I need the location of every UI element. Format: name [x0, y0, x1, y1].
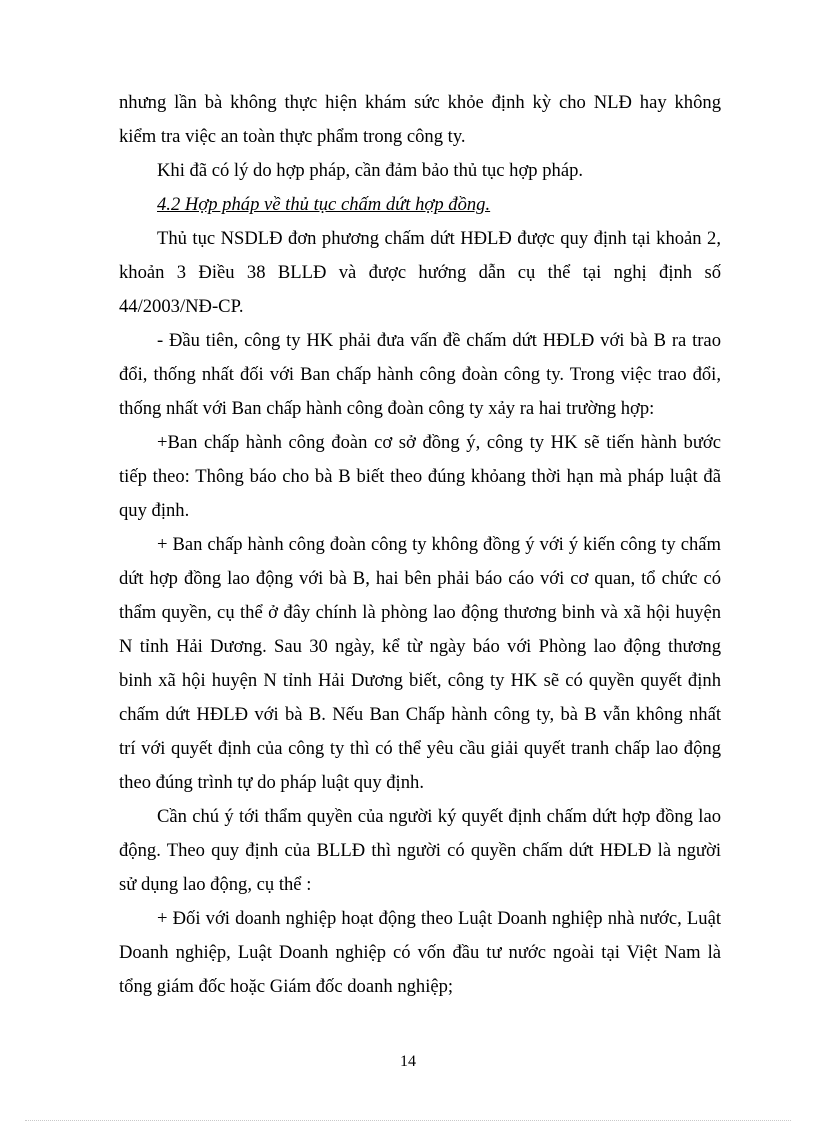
text-line — [119, 358, 721, 392]
body-text — [119, 86, 721, 1004]
text-line — [119, 698, 721, 732]
text-line-content: trí với quyết định của công ty thì có thể yêu cầu giải quyết tranh chấp lao động — [119, 738, 721, 759]
text-line-content: + Đối với doanh nghiệp hoạt động theo Luật Doanh nghiệp nhà nước, Luật — [157, 908, 721, 929]
text-line — [119, 494, 721, 528]
section-heading-text: 4.2 Hợp pháp về thủ tục chấm dứt hợp đồng. — [157, 194, 491, 215]
text-line-content: động. Theo quy định của BLLĐ thì người có quyền chấm dứt HĐLĐ là người — [119, 840, 721, 861]
text-line — [119, 664, 721, 698]
text-line — [119, 630, 721, 664]
text-line — [119, 596, 721, 630]
text-line — [119, 256, 721, 290]
text-line-content: tiếp theo: Thông báo cho bà B biết theo đúng khỏang thời hạn mà pháp luật đã — [119, 466, 721, 487]
text-line — [119, 902, 721, 936]
text-line-content: Thủ tục NSDLĐ đơn phương chấm dứt HĐLĐ được quy định tại khoản 2, — [157, 228, 721, 249]
text-line-content: chấm dứt HĐLĐ với bà B. Nếu Ban Chấp hành công ty, bà B vẫn không nhất — [119, 704, 721, 725]
text-line-content: - Đầu tiên, công ty HK phải đưa vấn đề chấm dứt HĐLĐ với bà B ra trao — [157, 330, 721, 351]
text-line-content: Khi đã có lý do hợp pháp, cần đảm bảo thủ tục hợp pháp. — [157, 160, 584, 181]
text-line-content: kiểm tra việc an toàn thực phẩm trong công ty. — [119, 126, 466, 147]
text-line — [119, 936, 721, 970]
text-line-content: N tỉnh Hải Dương. Sau 30 ngày, kể từ ngày báo với Phòng lao động thương — [119, 636, 721, 657]
section-heading — [119, 188, 721, 222]
text-line-content: Cần chú ý tới thẩm quyền của người ký quyết định chấm dứt hợp đồng lao — [157, 806, 721, 827]
text-line — [119, 800, 721, 834]
text-line-content: + Ban chấp hành công đoàn công ty không đồng ý với ý kiến công ty chấm — [157, 534, 721, 555]
text-line — [119, 290, 721, 324]
text-line-content: khoản 3 Điều 38 BLLĐ và được hướng dẫn cụ thể tại nghị định số — [119, 262, 721, 283]
page-bottom-border — [25, 1120, 791, 1121]
text-line — [119, 868, 721, 902]
text-line — [119, 528, 721, 562]
text-line — [119, 392, 721, 426]
text-line — [119, 154, 721, 188]
text-line — [119, 120, 721, 154]
text-line-content: +Ban chấp hành công đoàn cơ sở đồng ý, công ty HK sẽ tiến hành bước — [157, 432, 721, 453]
text-line — [119, 222, 721, 256]
page-number: 14 — [400, 1053, 416, 1070]
text-line — [119, 970, 721, 1004]
text-line — [119, 460, 721, 494]
text-line-content: theo đúng trình tự do pháp luật quy định. — [119, 772, 424, 793]
text-line-content: nhưng lần bà không thực hiện khám sức khỏe định kỳ cho NLĐ hay không — [119, 92, 721, 113]
text-line — [119, 562, 721, 596]
text-line — [119, 766, 721, 800]
text-line-content: 44/2003/NĐ-CP. — [119, 296, 244, 317]
text-line-content: thống nhất với Ban chấp hành công đoàn công ty xảy ra hai trường hợp: — [119, 398, 655, 419]
text-line-content: thẩm quyền, cụ thể ở đây chính là phòng lao động thương binh và xã hội huyện — [119, 602, 721, 623]
text-line — [119, 732, 721, 766]
text-line — [119, 324, 721, 358]
text-line-content: binh xã hội huyện N tỉnh Hải Dương biết, công ty HK sẽ có quyền quyết định — [119, 670, 721, 691]
text-line — [119, 426, 721, 460]
text-line — [119, 86, 721, 120]
text-line-content: quy định. — [119, 500, 190, 521]
text-line — [119, 834, 721, 868]
text-line-content: Doanh nghiệp, Luật Doanh nghiệp có vốn đầu tư nước ngoài tại Việt Nam là — [119, 942, 721, 963]
text-line-content: dứt hợp đồng lao động với bà B, hai bên phải báo cáo với cơ quan, tổ chức có — [119, 568, 721, 589]
text-line-content: sử dụng lao động, cụ thể : — [119, 874, 312, 895]
text-line-content: tổng giám đốc hoặc Giám đốc doanh nghiệp; — [119, 976, 454, 997]
text-line-content: đổi, thống nhất đối với Ban chấp hành công đoàn công ty. Trong việc trao đổi, — [119, 364, 721, 385]
